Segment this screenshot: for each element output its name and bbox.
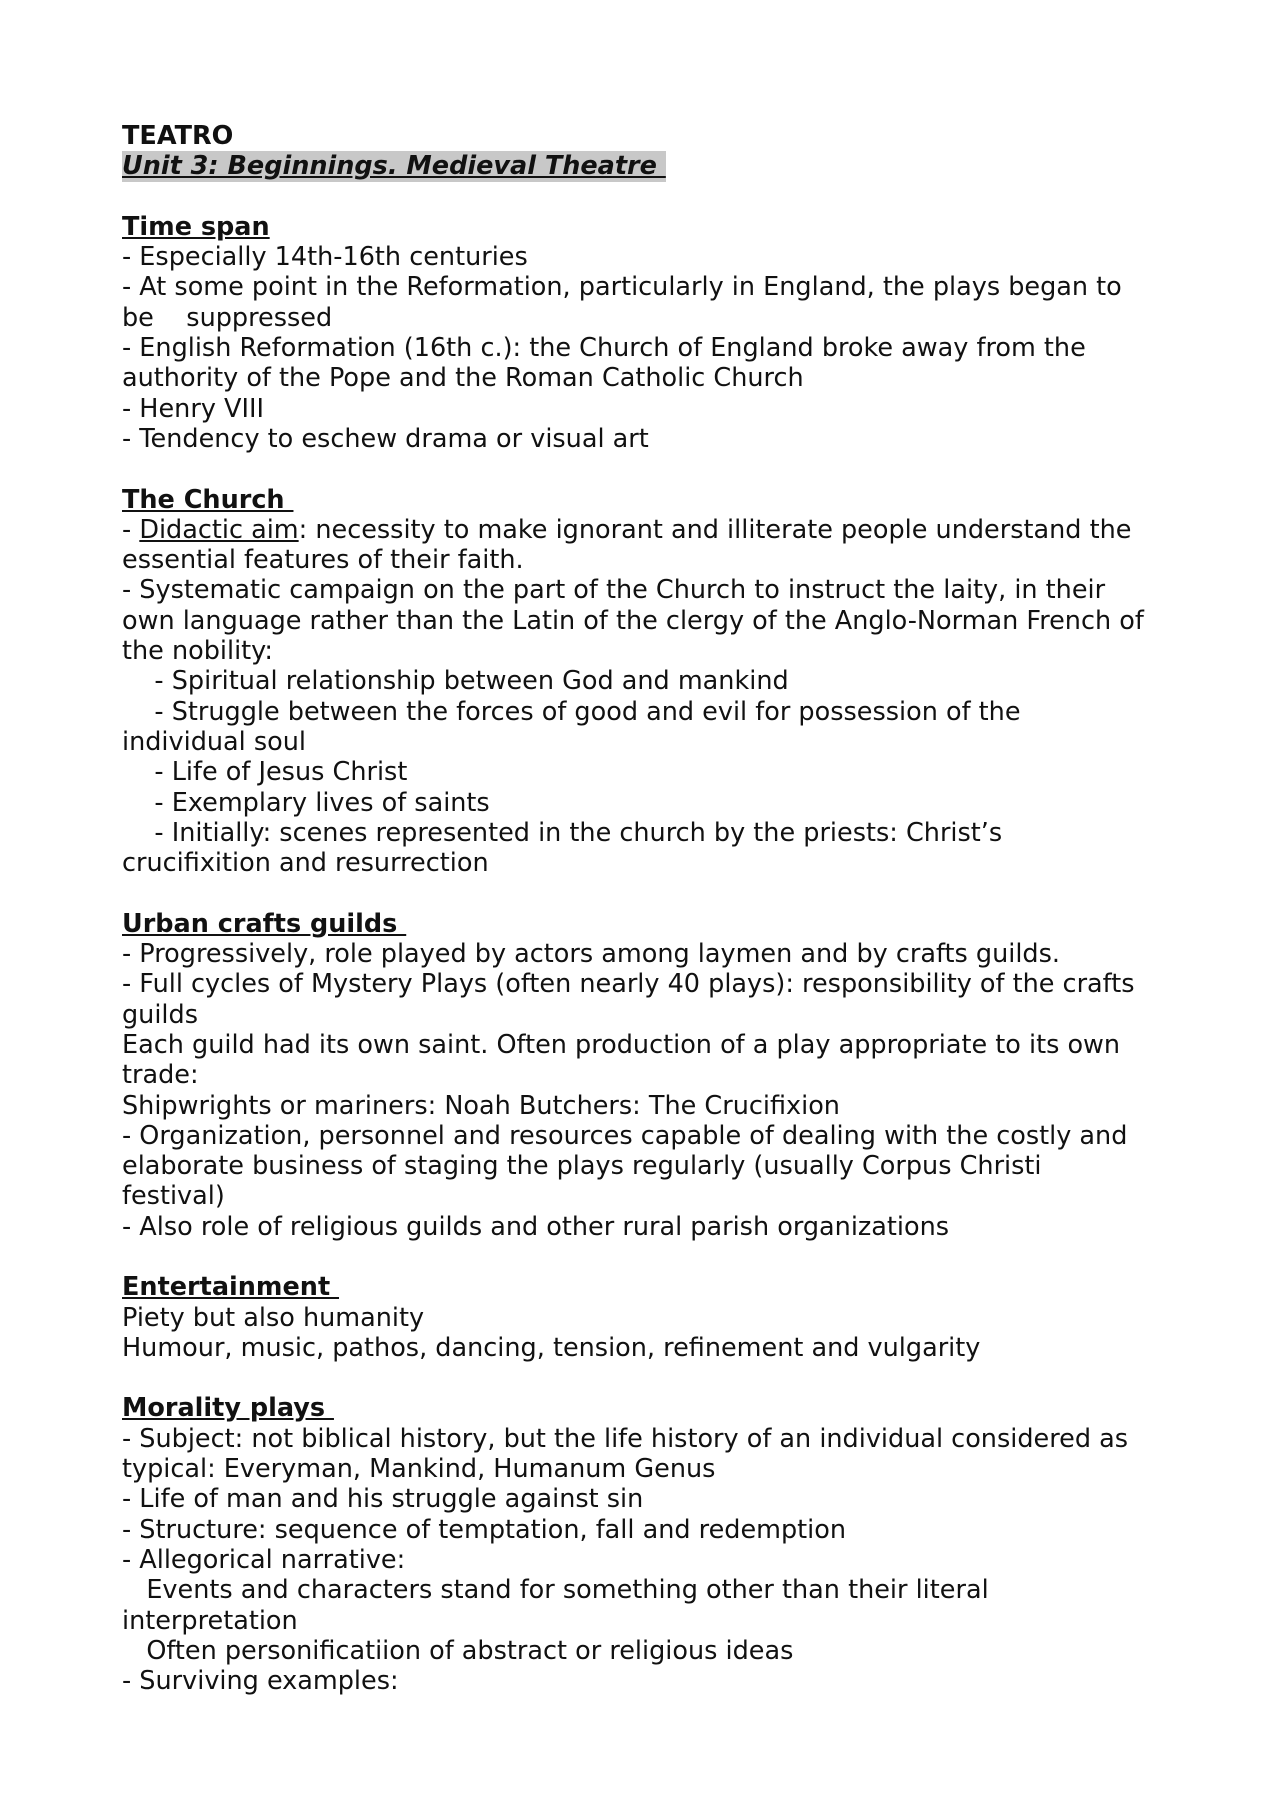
- text-line: - Subject: not biblical history, but the life history of an individual considered as: [122, 1423, 1129, 1454]
- section-heading-time-span: Time span: [122, 211, 270, 242]
- text-line: - Henry VIII: [122, 393, 265, 424]
- text-line: - Struggle between the forces of good and evil for possession of the: [122, 696, 1021, 727]
- text-line: - English Reformation (16th c.): the Church of England broke away from the: [122, 333, 1086, 364]
- document-title: TEATRO: [122, 121, 234, 151]
- text-line: - Life of man and his struggle against sin: [122, 1484, 644, 1515]
- text-line: - Full cycles of Mystery Plays (often nearly 40 plays): responsibility of the crafts: [122, 969, 1135, 1000]
- spacer: [122, 182, 1182, 212]
- section-heading-guilds: Urban crafts guilds: [122, 908, 407, 939]
- text-line: - Progressively, role played by actors among laymen and by crafts guilds.: [122, 939, 1060, 970]
- text-line: Shipwrights or mariners: Noah Butchers: The Crucifixion: [122, 1090, 840, 1121]
- text-line: - Spiritual relationship between God and mankind: [122, 666, 789, 697]
- text-line: - At some point in the Reformation, particularly in England, the plays began to: [122, 272, 1122, 303]
- text-line: - Life of Jesus Christ: [122, 757, 408, 788]
- text-line: - Initially: scenes represented in the church by the priests: Christ’s: [122, 817, 1003, 848]
- unit-title-line: [122, 151, 1182, 181]
- text-line: individual soul: [122, 726, 306, 757]
- text-line: - Exemplary lives of saints: [122, 787, 490, 818]
- text-line: crucifixition and resurrection: [122, 848, 489, 879]
- spacer: [122, 1242, 1182, 1272]
- text-line: trade:: [122, 1060, 199, 1091]
- text-line: - Surviving examples:: [122, 1666, 399, 1697]
- text-line: elaborate business of staging the plays regularly (usually Corpus Christi: [122, 1151, 1042, 1182]
- section-heading-entertainment: Entertainment: [122, 1272, 340, 1303]
- text-line: be suppressed: [122, 302, 333, 333]
- text-line: authority of the Pope and the Roman Catholic Church: [122, 363, 804, 394]
- spacer: [122, 1363, 1182, 1393]
- bullet-dash: -: [122, 514, 140, 545]
- text-line: Events and characters stand for something other than their literal: [122, 1575, 989, 1606]
- text-line: - Structure: sequence of temptation, fall and redemption: [122, 1514, 847, 1545]
- didactic-aim-term: Didactic aim: [139, 514, 299, 545]
- text-line: typical: Everyman, Mankind, Humanum Genus: [122, 1454, 716, 1485]
- text-line: Humour, music, pathos, dancing, tension, refinement and vulgarity: [122, 1332, 981, 1363]
- text-line: - Systematic campaign on the part of the Church to instruct the laity, in their: [122, 575, 1106, 606]
- text-line: - Tendency to eschew drama or visual art: [122, 423, 649, 454]
- text-line: festival): [122, 1181, 225, 1212]
- text-line: essential features of their faith.: [122, 545, 524, 576]
- text-line: Piety but also humanity: [122, 1302, 425, 1333]
- didactic-aim-text: : necessity to make ignorant and illiterate people understand the: [298, 514, 1132, 545]
- section-heading-morality-plays: Morality plays: [122, 1393, 334, 1424]
- text-line: - Allegorical narrative:: [122, 1544, 406, 1575]
- text-line: - Organization, personnel and resources capable of dealing with the costly and: [122, 1120, 1128, 1151]
- text-line: interpretation: [122, 1605, 298, 1636]
- text-line: Often personificatiion of abstract or religious ideas: [122, 1635, 794, 1666]
- unit-title: Unit 3: Beginnings. Medieval Theatre: [122, 151, 666, 182]
- spacer: [122, 454, 1182, 484]
- document-page: [122, 121, 1182, 1696]
- text-line: Each guild had its own saint. Often production of a play appropriate to its own: [122, 1029, 1121, 1060]
- spacer: [122, 878, 1182, 908]
- text-line: - Also role of religious guilds and other rural parish organizations: [122, 1211, 950, 1242]
- text-line: own language rather than the Latin of the clergy of the Anglo-Norman French of: [122, 605, 1144, 636]
- section-heading-church: The Church: [122, 484, 294, 515]
- text-line: guilds: [122, 999, 198, 1030]
- text-line: the nobility:: [122, 636, 273, 667]
- didactic-aim-line: [122, 515, 1182, 545]
- text-line: - Especially 14th-16th centuries: [122, 242, 528, 273]
